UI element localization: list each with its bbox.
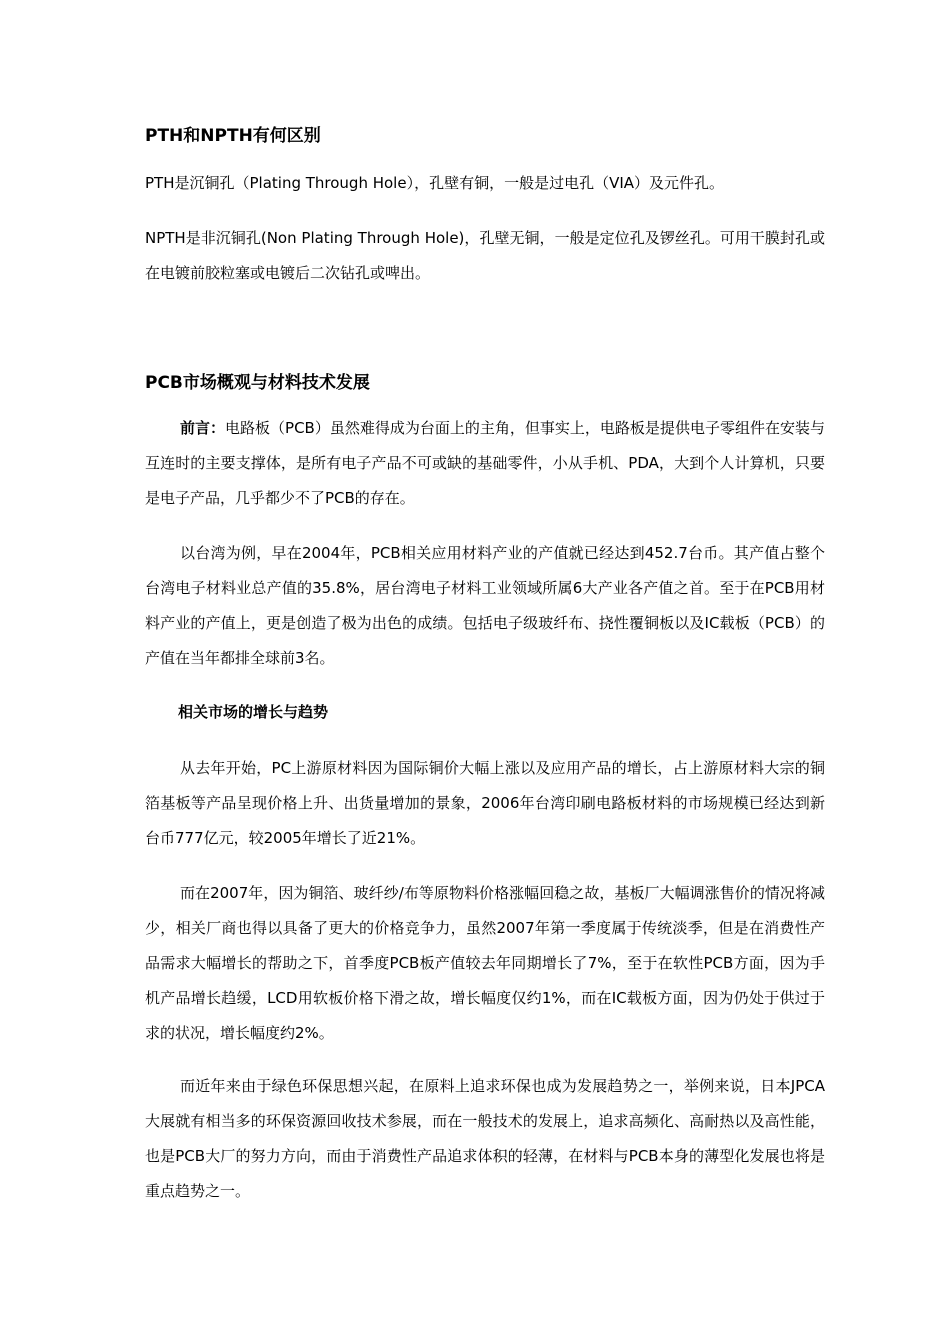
intro-text: 电路板（PCB）虽然难得成为台面上的主角，但事实上，电路板是提供电子零组件在安装与互连时的主要支撑体，是所有电子产品不可或缺的基础零件，小从手机、PDA，大到个人计算机，只要是电子产品，几乎都少不了PCB的存在。	[145, 419, 825, 507]
paragraph-pth-definition: PTH是沉铜孔（Plating Through Hole），孔壁有铜，一般是过电孔（VIA）及元件孔。	[145, 174, 725, 192]
paragraph-market-2007: 而在2007年，因为铜箔、玻纤纱/布等原物料价格涨幅回稳之故，基板厂大幅调涨售价的情况将减少，相关厂商也得以具备了更大的价格竞争力，虽然2007年第一季度属于传统淡季，但是在消费性产品需求大幅增长的帮助之下，首季度PCB板产值较去年同期增长了7%，至于在软性PCB方面，因为手机产品增长趋缓，LCD用软板价格下滑之故，增长幅度仅约1%，而在IC载板方面，因为仍处于供过于求的状况，增长幅度约2%。	[145, 884, 825, 1042]
section-title-pcb-market: PCB市场概观与材料技术发展	[145, 373, 370, 393]
section-title-pth-npth: PTH和NPTH有何区别	[145, 126, 321, 146]
intro-lead-label: 前言：	[180, 419, 226, 437]
paragraph-npth-definition: NPTH是非沉铜孔(Non Plating Through Hole)，孔壁无铜，一般是定位孔及锣丝孔。可用干膜封孔或在电镀前胶粒塞或电镀后二次钻孔或啤出。	[145, 229, 825, 282]
paragraph-taiwan-output: 以台湾为例，早在2004年，PCB相关应用材料产业的产值就已经达到452.7台币。其产值占整个台湾电子材料业总产值的35.8%，居台湾电子材料工业领域所属6大产业各产值之首。至于在PCB用材料产业的产值上，更是创造了极为出色的成绩。包括电子级玻纤布、挠性覆铜板以及IC载板（PCB）的产值在当年都排全球前3名。	[145, 544, 825, 667]
paragraph-green-trend: 而近年来由于绿色环保思想兴起，在原料上追求环保也成为发展趋势之一，举例来说，日本JPCA大展就有相当多的环保资源回收技术参展，而在一般技术的发展上，追求高频化、高耐热以及高性能，也是PCB大厂的努力方向，而由于消费性产品追求体积的轻薄，在材料与PCB本身的薄型化发展也将是重点趋势之一。	[145, 1077, 825, 1200]
subheading-market-growth: 相关市场的增长与趋势	[178, 703, 329, 721]
paragraph-intro	[145, 411, 825, 516]
paragraph-market-2006: 从去年开始，PC上游原材料因为国际铜价大幅上涨以及应用产品的增长，占上游原材料大宗的铜箔基板等产品呈现价格上升、出货量增加的景象，2006年台湾印刷电路板材料的市场规模已经达到新台币777亿元，较2005年增长了近21%。	[145, 759, 825, 847]
